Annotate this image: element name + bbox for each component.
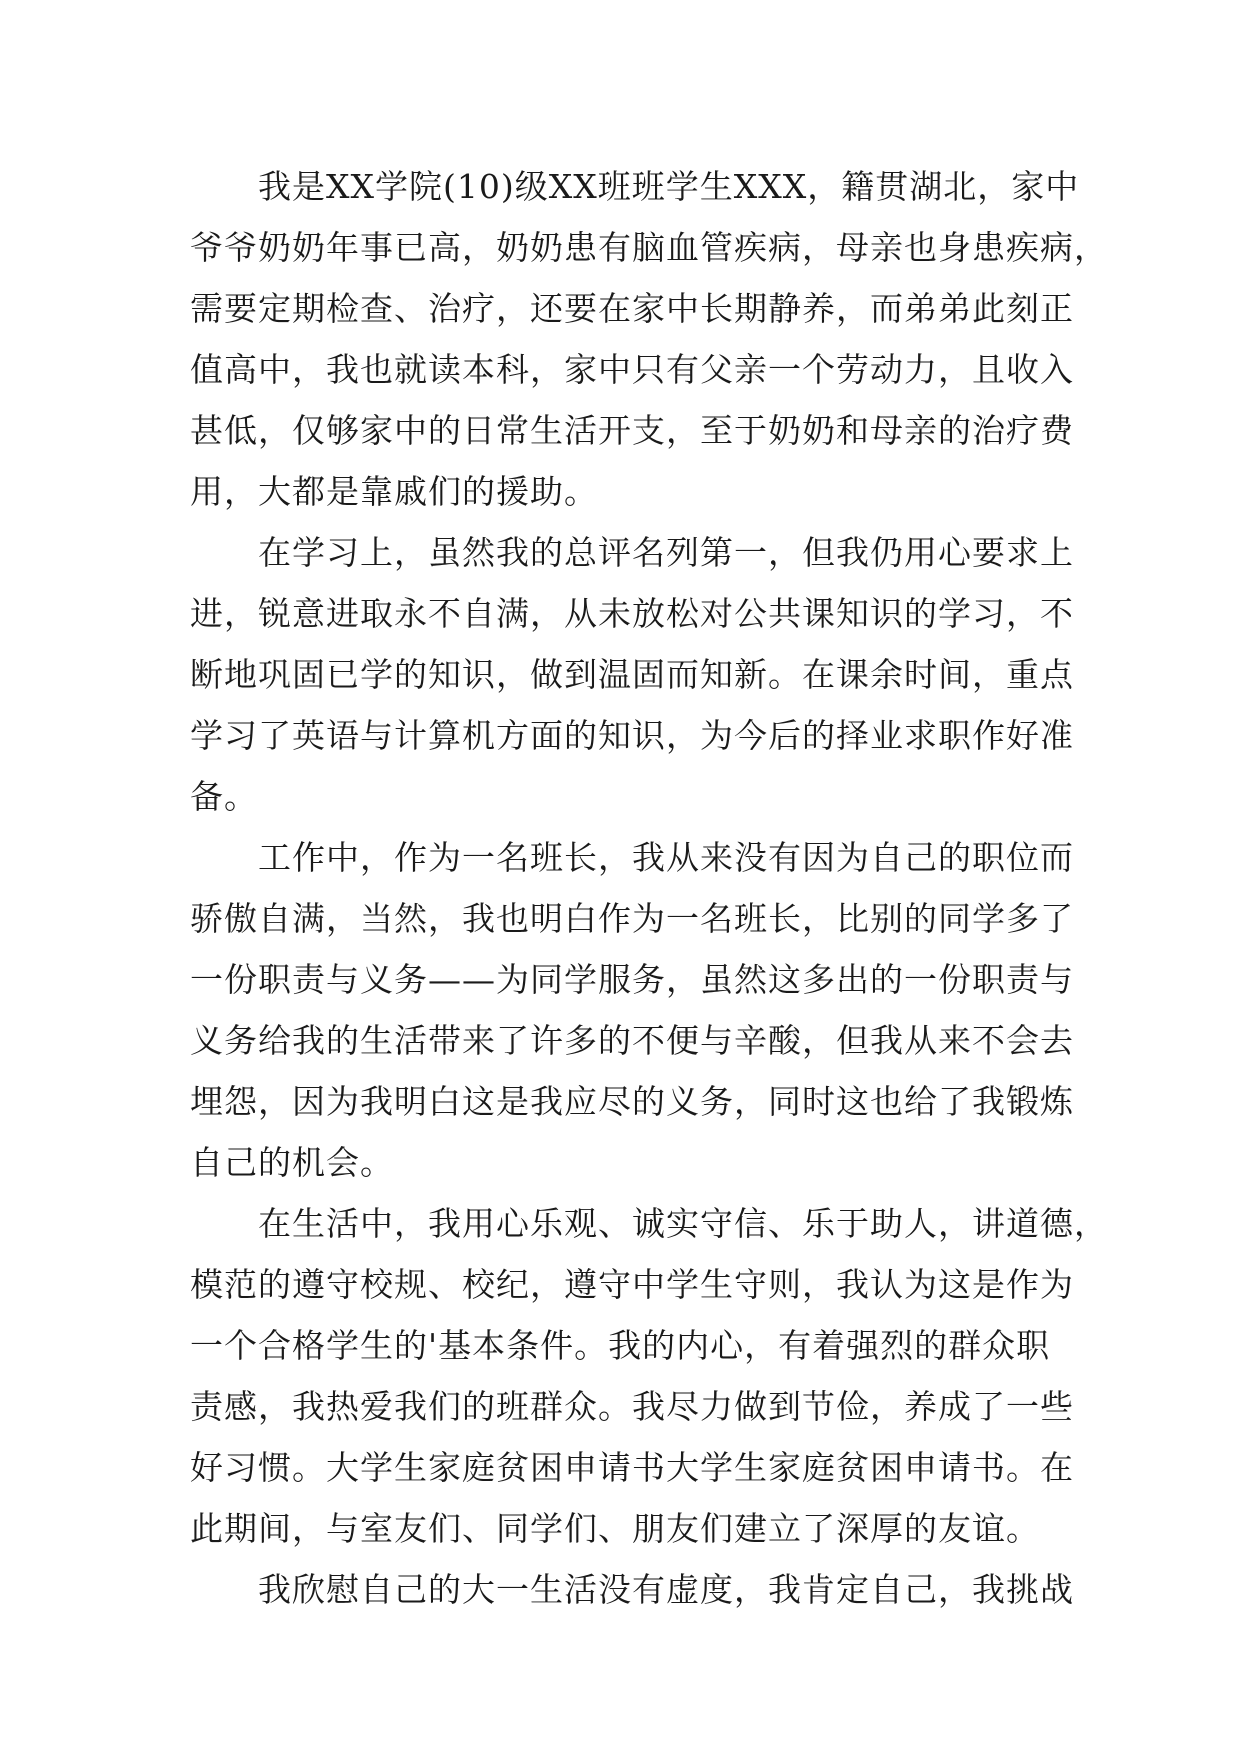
paragraph-1-line-5: 甚低，仅够家中的日常生活开支，至于奶奶和母亲的治疗费 [190,411,1074,450]
paragraph-1-line-1: 我是XX学院(10)级XX班班学生XXX，籍贯湖北，家中 [258,167,1080,206]
paragraph-3-line-2: 骄傲自满，当然，我也明白作为一名班长，比别的同学多了 [190,899,1074,938]
paragraph-2-line-3: 断地巩固已学的知识，做到温固而知新。在课余时间，重点 [190,655,1074,694]
paragraph-4-line-6: 此期间，与室友们、同学们、朋友们建立了深厚的友谊。 [190,1509,1040,1548]
paragraph-4-line-1: 在生活中，我用心乐观、诚实守信、乐于助人，讲道德， [258,1204,1108,1243]
paragraph-1-line-2: 爷爷奶奶年事已高，奶奶患有脑血管疾病，母亲也身患疾病， [190,228,1108,267]
paragraph-1-line-4: 值高中，我也就读本科，家中只有父亲一个劳动力，且收入 [190,350,1074,389]
paragraph-3-line-6: 自己的机会。 [190,1143,394,1182]
paragraph-5-line-1: 我欣慰自己的大一生活没有虚度，我肯定自己，我挑战 [258,1570,1074,1609]
document-body [190,156,1108,1620]
paragraph-2-line-1: 在学习上，虽然我的总评名列第一，但我仍用心要求上 [258,533,1074,572]
paragraph-1-line-6: 用，大都是靠戚们的援助。 [190,472,598,511]
paragraph-4-line-4: 责感，我热爱我们的班群众。我尽力做到节俭，养成了一些 [190,1387,1074,1426]
paragraph-3-line-4: 义务给我的生活带来了许多的不便与辛酸，但我从来不会去 [190,1021,1074,1060]
paragraph-3-line-5: 埋怨，因为我明白这是我应尽的义务，同时这也给了我锻炼 [190,1082,1074,1121]
paragraph-2-line-5: 备。 [190,777,258,816]
paragraph-1-line-3: 需要定期检查、治疗，还要在家中长期静养，而弟弟此刻正 [190,289,1074,328]
paragraph-4-line-5: 好习惯。大学生家庭贫困申请书大学生家庭贫困申请书。在 [190,1448,1074,1487]
paragraph-4-line-2: 模范的遵守校规、校纪，遵守中学生守则，我认为这是作为 [190,1265,1074,1304]
paragraph-3-line-3: 一份职责与义务——为同学服务，虽然这多出的一份职责与 [190,960,1074,999]
paragraph-2-line-2: 进，锐意进取永不自满，从未放松对公共课知识的学习，不 [190,594,1074,633]
paragraph-2-line-4: 学习了英语与计算机方面的知识，为今后的择业求职作好准 [190,716,1074,755]
paragraph-4-line-3: 一个合格学生的'基本条件。我的内心，有着强烈的群众职 [190,1326,1051,1365]
paragraph-3-line-1: 工作中，作为一名班长，我从来没有因为自己的职位而 [258,838,1074,877]
